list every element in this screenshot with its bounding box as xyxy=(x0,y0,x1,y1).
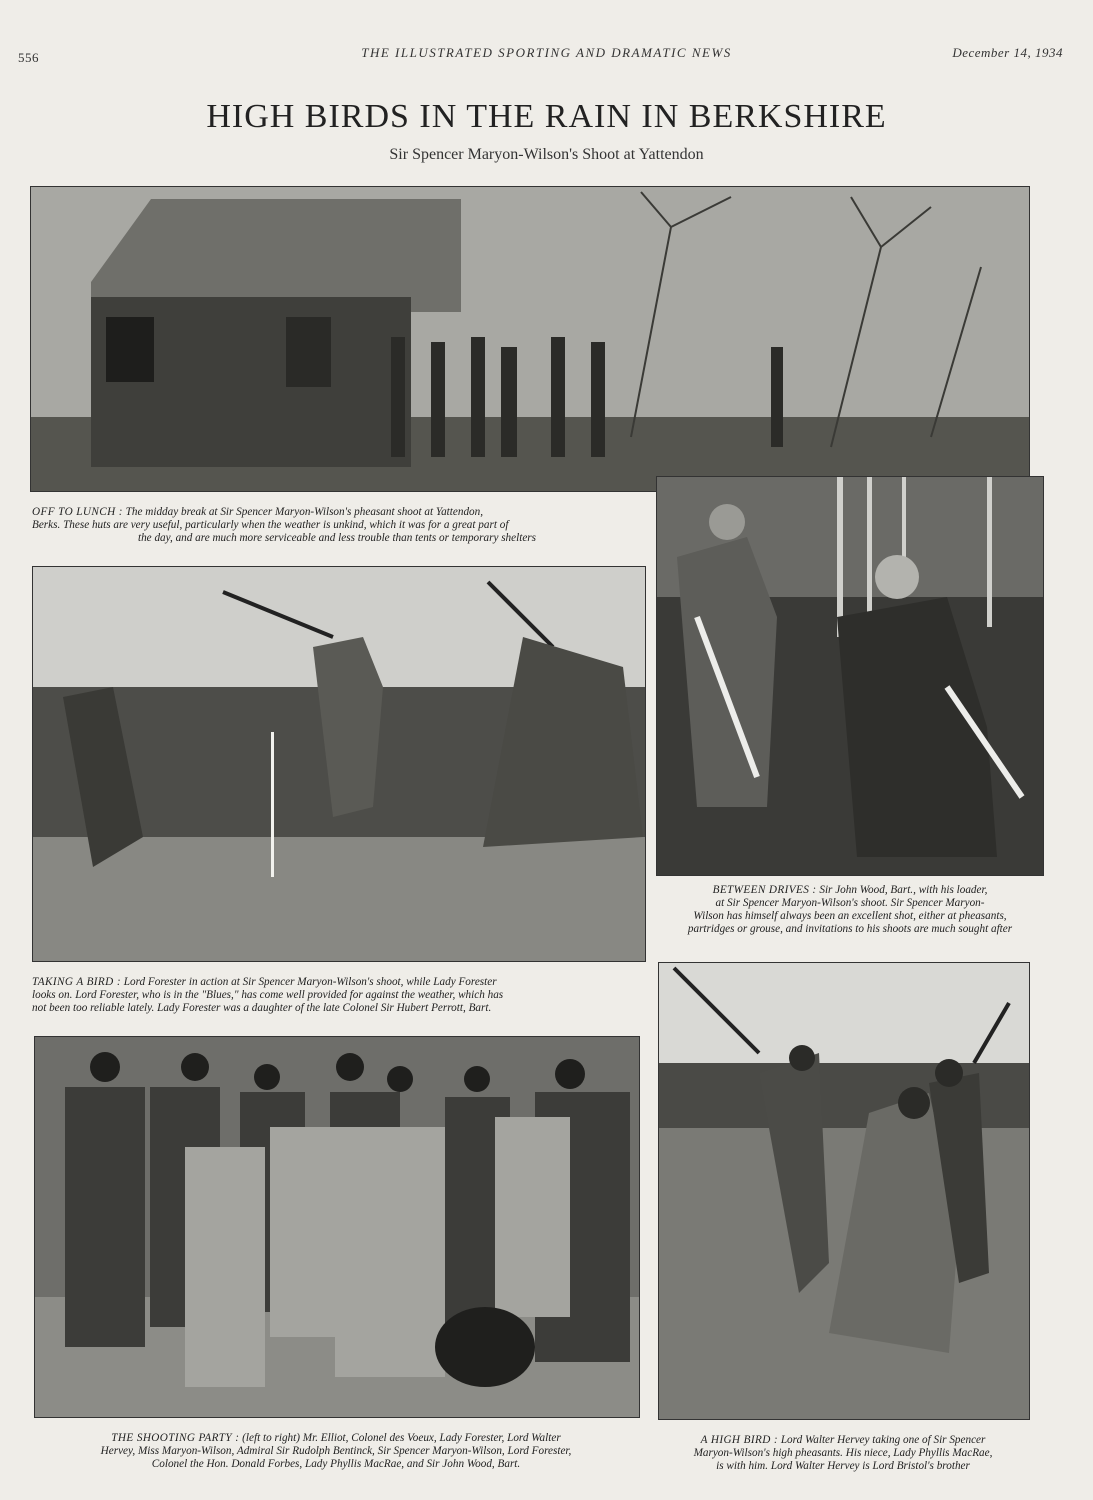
caption-shooting-party: THE SHOOTING PARTY : (left to right) Mr. Elliot, Colonel des Voeux, Lady Forester, Lord Walter Hervey, Miss Maryon-Wilson, Admiral Sir Rudolph Bentinck, Sir Spencer Maryon-Wilson, Lord Forester, Colonel the Hon. Donald Forbes, Lady Phyllis MacRae, and Sir John Wood, Bart. xyxy=(100,1432,572,1470)
caption-lead: A HIGH BIRD : xyxy=(700,1434,779,1446)
page-title: HIGH BIRDS IN THE RAIN IN BERKSHIRE xyxy=(206,98,887,135)
photo-shooting-party xyxy=(34,1036,640,1418)
caption-off-to-lunch: OFF TO LUNCH : The midday break at Sir Spencer Maryon-Wilson's pheasant shoot at Yattendon, Berks. These huts are very useful, particularly when the weather is unkind, which it was for a great part of the day, and are much more serviceable and less trouble than tents or temporary shelters xyxy=(32,506,537,544)
caption-lead: TAKING A BIRD : xyxy=(32,976,121,988)
caption-lead: OFF TO LUNCH : xyxy=(32,506,123,518)
caption-lead: BETWEEN DRIVES : xyxy=(712,884,817,896)
publication-name: THE ILLUSTRATED SPORTING AND DRAMATIC NEWS xyxy=(361,45,732,60)
caption-taking-a-bird: TAKING A BIRD : Lord Forester in action at Sir Spencer Maryon-Wilson's shoot, while Lady Forester looks on. Lord Forester, who is in the "Blues," has come well provided for against the weather, which has not been too reliable lately. Lady Forester was a daughter of the late Colonel Sir Hubert Perrott, Bart. xyxy=(32,976,504,1014)
page-number: 556 xyxy=(18,50,39,65)
photo-taking-a-bird xyxy=(32,566,646,962)
caption-lead: THE SHOOTING PARTY : xyxy=(111,1432,240,1444)
issue-date: December 14, 1934 xyxy=(952,45,1063,60)
photo-off-to-lunch xyxy=(30,186,1030,492)
caption-between-drives: BETWEEN DRIVES : Sir John Wood, Bart., with his loader, at Sir Spencer Maryon-Wilson's shoot. Sir Spencer Maryon- Wilson has himself always been an excellent shot, either at pheasants, partridges or grouse, and invitations to his shoots are much sought after xyxy=(687,884,1013,935)
photo-high-bird xyxy=(658,962,1030,1420)
photo-between-drives xyxy=(656,476,1044,876)
caption-high-bird: A HIGH BIRD : Lord Walter Hervey taking one of Sir Spencer Maryon-Wilson's high pheasants. His niece, Lady Phyllis MacRae, is with him. Lord Walter Hervey is Lord Bristol's brother xyxy=(693,1434,993,1472)
page-subtitle: Sir Spencer Maryon-Wilson's Shoot at Yattendon xyxy=(389,146,704,163)
